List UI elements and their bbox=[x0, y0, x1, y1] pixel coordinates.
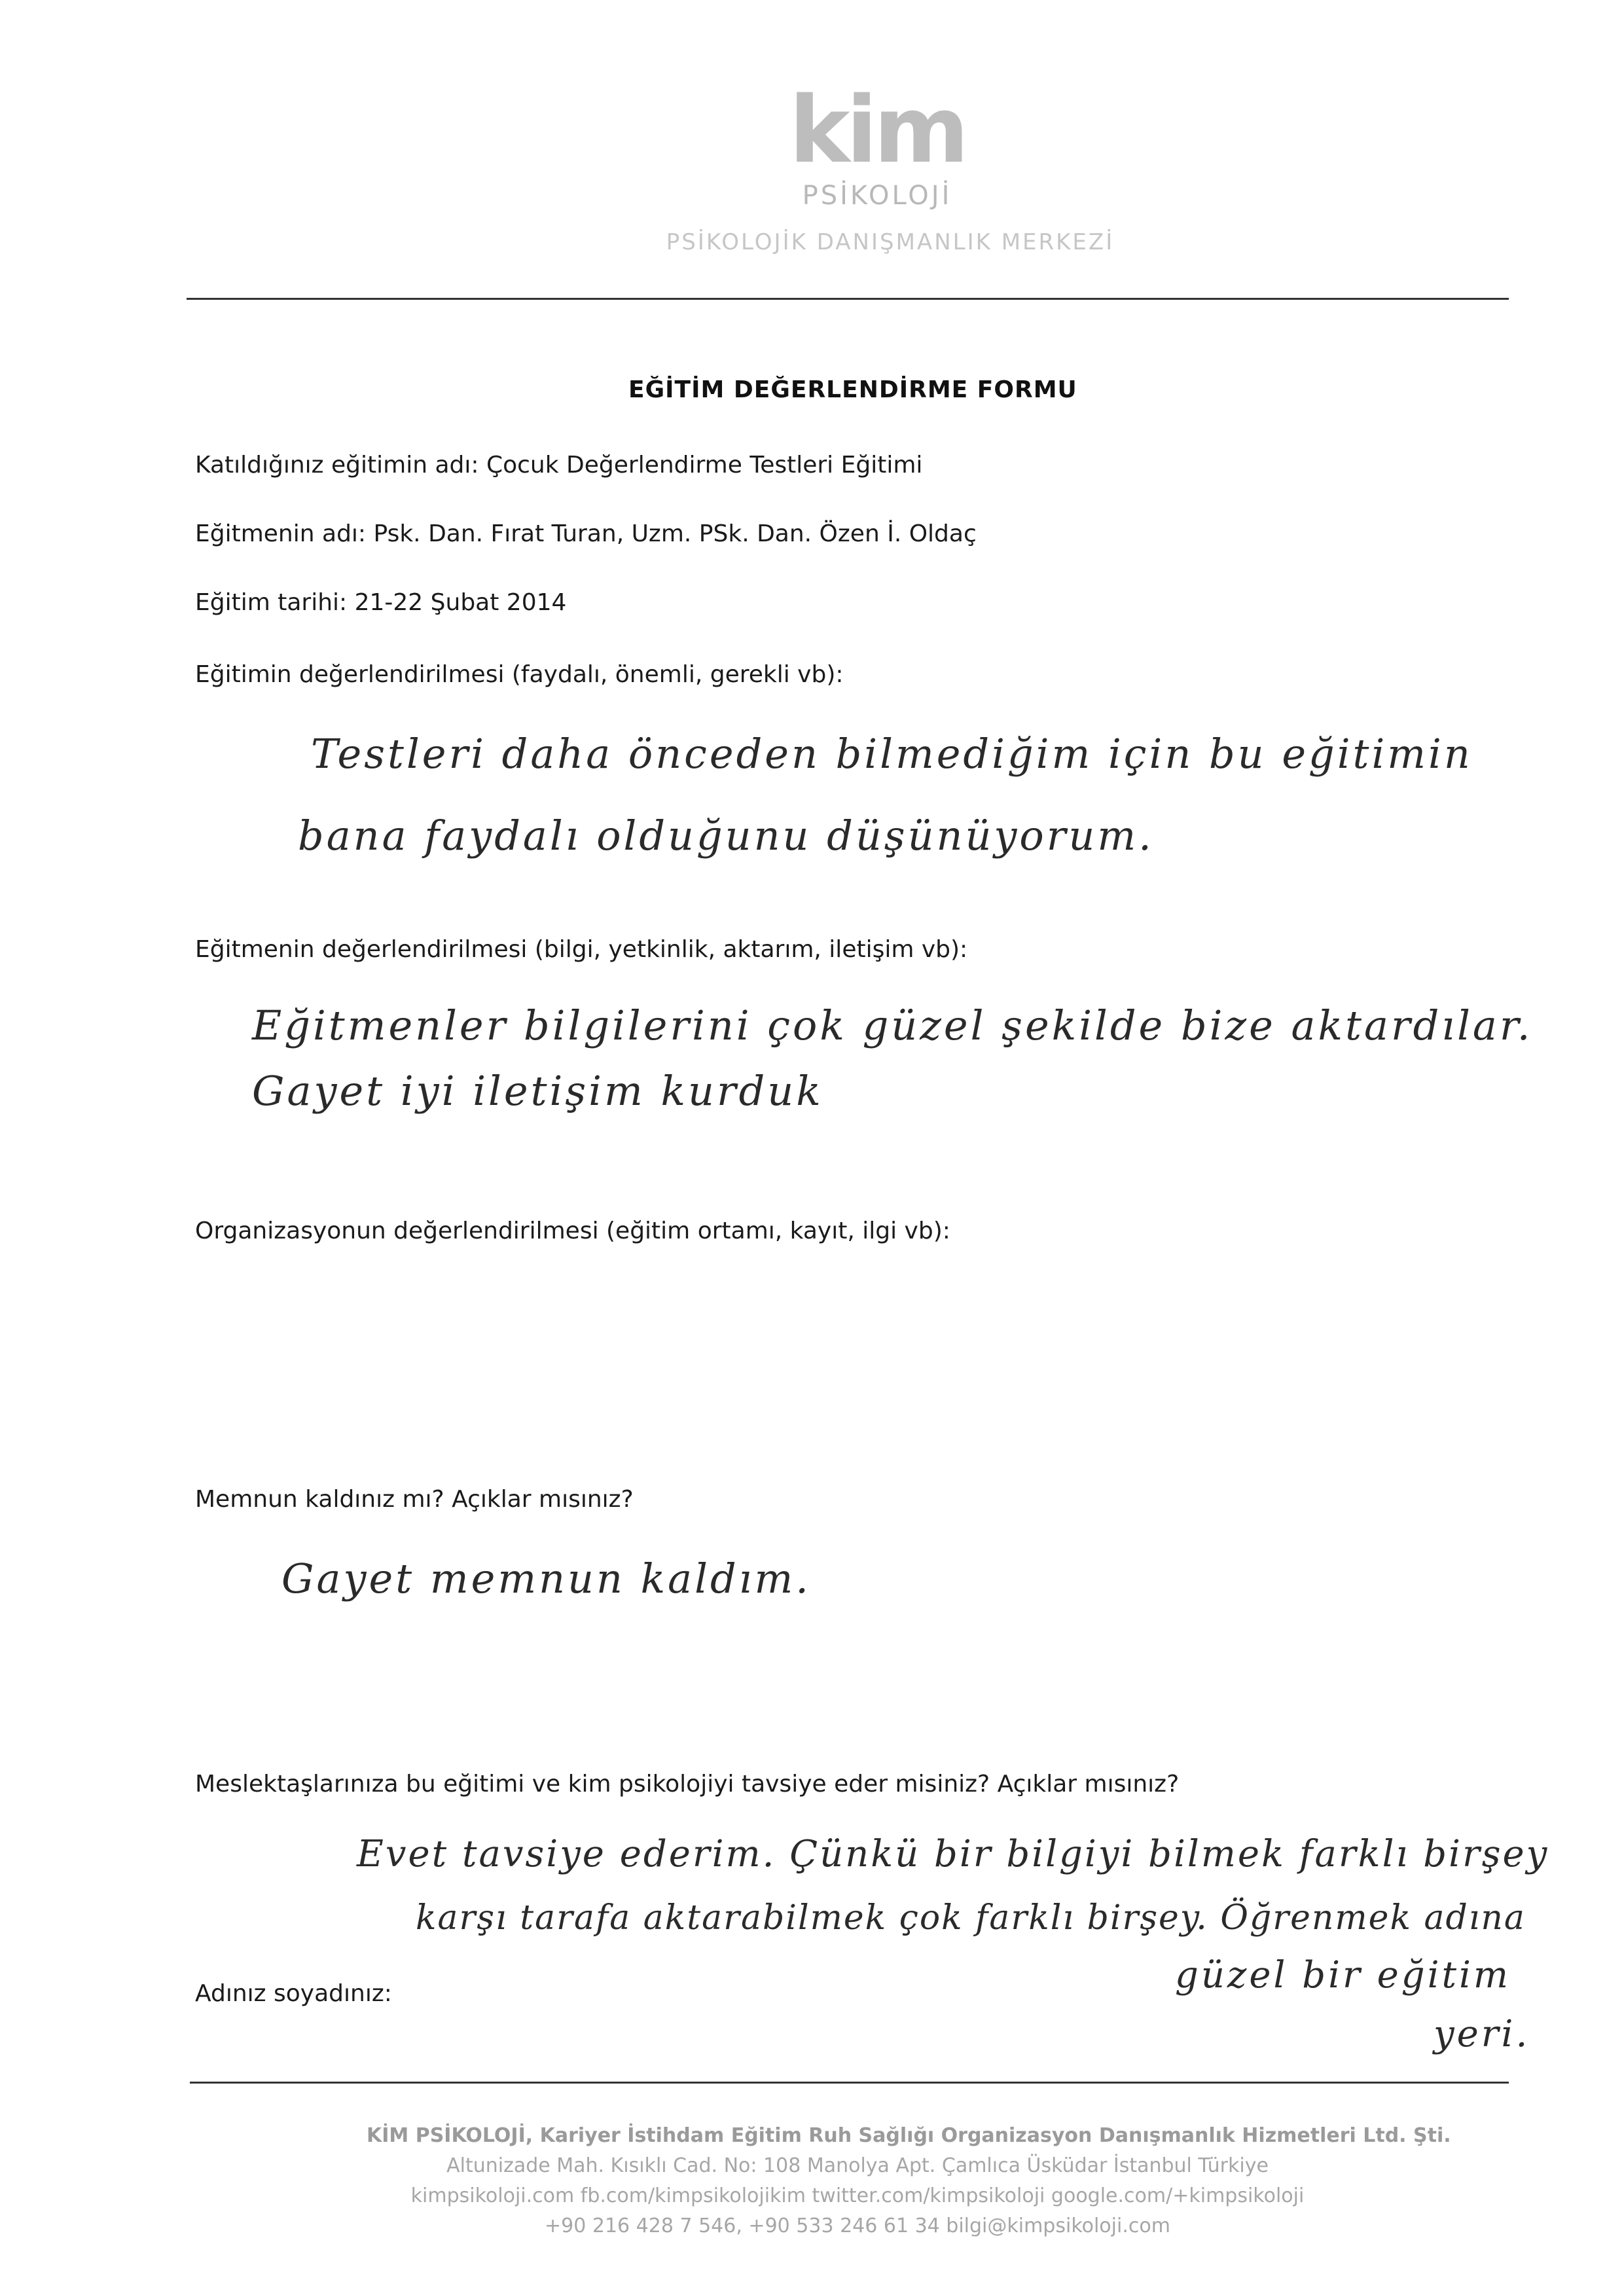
name-surname-field: Adınız soyadınız: bbox=[195, 1980, 392, 2007]
trainer-name-field: Eğitmenin adı: Psk. Dan. Fırat Turan, Uzm. PSk. Dan. Özen İ. Oldaç bbox=[195, 520, 977, 547]
organization-eval-question: Organizasyonun değerlendirilmesi (eğitim ortamı, kayıt, ilgi vb): bbox=[195, 1218, 950, 1244]
recommend-answer-line-3: güzel bir eğitim bbox=[1175, 1954, 1511, 1997]
footer bbox=[367, 2121, 1451, 2241]
recommend-answer-line-1: Evet tavsiye ederim. Çünkü bir bilgiyi bilmek farklı birşey bbox=[357, 1833, 1549, 1875]
training-name-field: Katıldığınız eğitimin adı: Çocuk Değerlendirme Testleri Eğitimi bbox=[195, 452, 923, 479]
satisfaction-answer: Gayet memnun kaldım. bbox=[281, 1555, 811, 1602]
trainer-eval-question: Eğitmenin değerlendirilmesi (bilgi, yetkinlik, aktarım, iletişim vb): bbox=[195, 936, 968, 963]
footer-divider bbox=[190, 2082, 1509, 2084]
training-eval-question: Eğitimin değerlendirilmesi (faydalı, önemli, gerekli vb): bbox=[195, 661, 844, 688]
trainer-eval-answer-line-1: Eğitmenler bilgilerini çok güzel şekilde bize aktardılar. bbox=[252, 1002, 1533, 1049]
training-eval-answer-line-2: bana faydalı olduğunu düşünüyorum. bbox=[298, 812, 1154, 859]
logo-subtitle: PSİKOLOJİ bbox=[802, 181, 952, 211]
satisfaction-question: Memnun kaldınız mı? Açıklar mısınız? bbox=[195, 1486, 634, 1513]
header-divider bbox=[187, 298, 1509, 300]
footer-web: kimpsikoloji.com fb.com/kimpsikolojikim twitter.com/kimpsikoloji google.com/+kimpsikoloji bbox=[410, 2184, 1305, 2207]
recommend-question: Meslektaşlarınıza bu eğitimi ve kim psikolojiyi tavsiye eder misiniz? Açıklar mısınız? bbox=[195, 1771, 1180, 1798]
company-logo bbox=[707, 77, 1047, 211]
trainer-eval-answer-line-2: Gayet iyi iletişim kurduk bbox=[252, 1067, 823, 1115]
footer-address: Altunizade Mah. Kısıklı Cad. No: 108 Manolya Apt. Çamlıca Üsküdar İstanbul Türkiye bbox=[446, 2154, 1269, 2177]
recommend-answer-line-4: yeri. bbox=[1434, 2013, 1530, 2055]
form-title: EĞİTİM DEĞERLENDİRME FORMU bbox=[628, 376, 1077, 403]
logo-mark: kim bbox=[789, 77, 965, 184]
footer-company: KİM PSİKOLOJİ, Kariyer İstihdam Eğitim Ruh Sağlığı Organizasyon Danışmanlık Hizmetleri Ltd. Şti. bbox=[367, 2124, 1451, 2147]
logo-tagline: PSİKOLOJİK DANIŞMANLIK MERKEZİ bbox=[666, 229, 1115, 255]
recommend-answer-line-2: karşı tarafa aktarabilmek çok farklı birşey. Öğrenmek adına bbox=[416, 1898, 1526, 1938]
footer-contact: +90 216 428 7 546, +90 533 246 61 34 bilgi@kimpsikoloji.com bbox=[545, 2214, 1170, 2237]
training-date-field: Eğitim tarihi: 21-22 Şubat 2014 bbox=[195, 589, 567, 616]
training-eval-answer-line-1: Testleri daha önceden bilmediğim için bu eğitimin bbox=[311, 730, 1473, 778]
